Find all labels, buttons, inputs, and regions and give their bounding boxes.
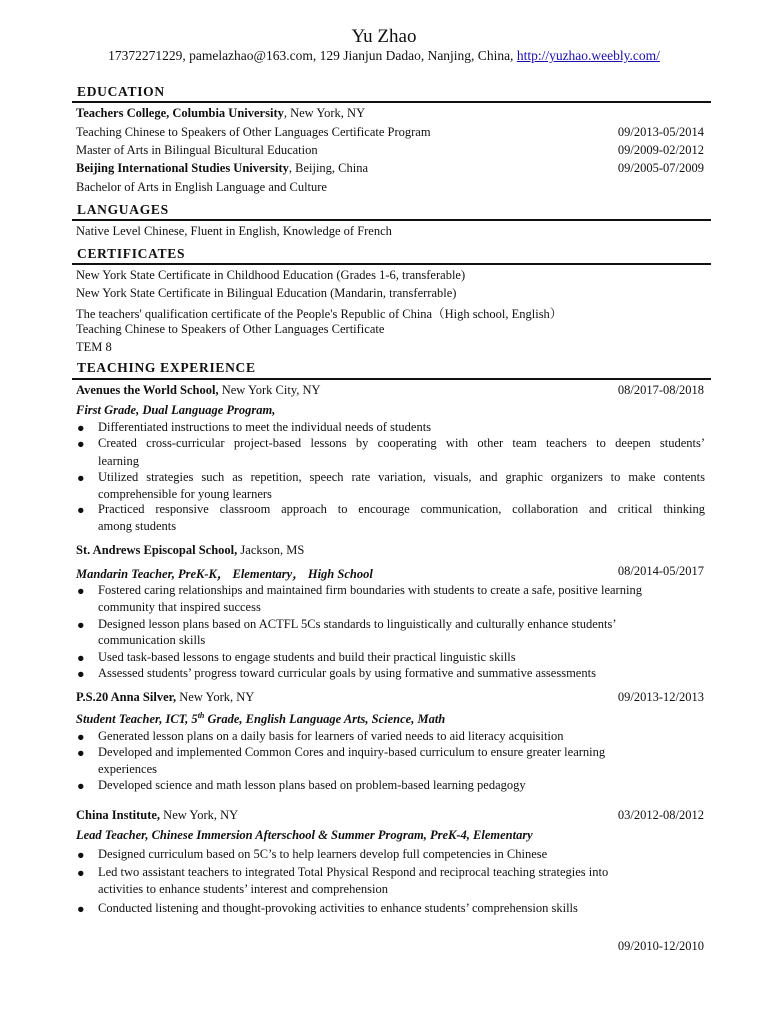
job-role: Lead Teacher, Chinese Immersion Afterschool & Summer Program, PreK-4, Elementary — [76, 828, 533, 842]
section-divider — [72, 101, 711, 103]
role-part: Student Teacher, ICT, 5 — [76, 712, 198, 727]
bullet-icon: ● — [77, 421, 85, 435]
resume-name: Yu Zhao — [351, 26, 417, 47]
job-bullet: Led two assistant teachers to integrated Total Physical Respond and reciprocal teaching strategies into — [98, 865, 609, 879]
contact-line — [0, 48, 768, 64]
education-program-2-date: 09/2009-02/2012 — [617, 143, 704, 157]
job-date: 09/2010-12/2010 — [617, 939, 704, 953]
job-date: 08/2017-08/2018 — [617, 383, 704, 397]
bullet-icon: ● — [77, 651, 85, 665]
education-school-2 — [76, 161, 706, 176]
section-divider — [72, 378, 711, 380]
certificate-item: New York State Certificate in Childhood Education (Grades 1-6, transferable) — [76, 268, 466, 282]
education-school-1 — [76, 106, 706, 121]
job-date: 08/2014-05/2017 — [617, 564, 704, 578]
role-part: Grade, English Language Arts, Science, Math — [204, 712, 446, 727]
bullet-icon: ● — [77, 471, 85, 485]
bullet-icon: ● — [77, 866, 85, 880]
section-divider — [72, 219, 711, 221]
role-superscript: th — [197, 711, 205, 720]
teaching-heading: TEACHING EXPERIENCE — [77, 360, 256, 375]
education-program-1: Teaching Chinese to Speakers of Other Languages Certificate Program — [76, 125, 431, 139]
bullet-icon: ● — [77, 746, 85, 760]
job-bullet: Practiced responsive classroom approach to encourage communication, collaboration and critical thinking — [98, 502, 705, 516]
languages-text: Native Level Chinese, Fluent in English, Knowledge of French — [76, 224, 392, 238]
school-location: , New York, NY — [283, 106, 366, 120]
school-name: Beijing International Studies University — [76, 161, 289, 175]
job-employer — [76, 543, 706, 558]
education-program-3: Bachelor of Arts in English Language and Culture — [76, 180, 327, 194]
school-location: , Beijing, China — [288, 161, 369, 175]
employer-location: Jackson, MS — [237, 543, 305, 557]
job-bullet-continued: learning — [98, 454, 139, 468]
certificates-heading: CERTIFICATES — [77, 246, 186, 261]
employer-name: Avenues the World School, — [76, 383, 219, 397]
job-bullet-continued: community that inspired success — [98, 600, 261, 614]
bullet-icon: ● — [77, 503, 85, 517]
job-role: Mandarin Teacher, PreK-K， Elementary， High School — [76, 567, 373, 581]
job-bullet: Developed science and math lesson plans based on problem-based learning pedagogy — [98, 778, 526, 792]
job-bullet: Utilized strategies such as repetition, speech rate variation, visuals, and graphic organizers to make contents — [98, 470, 705, 484]
bullet-icon: ● — [77, 667, 85, 681]
education-program-2: Master of Arts in Bilingual Bicultural Education — [76, 143, 318, 157]
education-school-2-date: 09/2005-07/2009 — [617, 161, 704, 175]
job-date: 09/2013-12/2013 — [617, 690, 704, 704]
contact-details: 17372271229, pamelazhao@163.com, 129 Jianjun Dadao, Nanjing, China, — [108, 48, 517, 63]
languages-heading: LANGUAGES — [77, 202, 169, 217]
employer-location: New York, NY — [176, 690, 255, 704]
job-bullet: Fostered caring relationships and maintained firm boundaries with students to create a safe, positive learning — [98, 583, 642, 597]
job-date: 03/2012-08/2012 — [617, 808, 704, 822]
job-bullet: Designed curriculum based on 5C’s to help learners develop full competencies in Chinese — [98, 847, 548, 861]
certificate-item: TEM 8 — [76, 340, 112, 354]
bullet-icon: ● — [77, 902, 85, 916]
job-bullet-continued: communication skills — [98, 633, 206, 647]
employer-location: New York City, NY — [218, 383, 321, 397]
job-bullet-continued: experiences — [98, 762, 157, 776]
job-role: First Grade, Dual Language Program, — [76, 403, 276, 417]
job-employer — [76, 808, 706, 823]
job-bullet: Created cross-curricular project-based lessons by cooperating with other team teachers to deepen students’ — [98, 436, 705, 450]
job-bullet: Differentiated instructions to meet the individual needs of students — [98, 420, 432, 434]
bullet-icon: ● — [77, 437, 85, 451]
job-employer — [76, 383, 706, 398]
education-program-1-date: 09/2013-05/2014 — [617, 125, 704, 139]
certificate-item: New York State Certificate in Bilingual Education (Mandarin, transferrable) — [76, 286, 457, 300]
website-link[interactable]: http://yuzhao.weebly.com/ — [516, 48, 660, 63]
certificate-item: Teaching Chinese to Speakers of Other Languages Certificate — [76, 322, 385, 336]
employer-name: St. Andrews Episcopal School, — [76, 543, 238, 557]
education-heading: EDUCATION — [77, 84, 165, 99]
certificate-item: The teachers' qualification certificate of the People's Republic of China（High school, English） — [76, 307, 563, 321]
employer-name: China Institute, — [76, 808, 161, 822]
job-bullet: Developed and implemented Common Cores and inquiry-based curriculum to ensure greater learning — [98, 745, 606, 759]
bullet-icon: ● — [77, 618, 85, 632]
job-bullet-continued: activities to enhance students’ interest and comprehension — [98, 882, 388, 896]
job-bullet: Conducted listening and thought-provoking activities to enhance students’ comprehension skills — [98, 901, 578, 915]
job-role — [76, 711, 706, 727]
bullet-icon: ● — [77, 584, 85, 598]
section-divider — [72, 263, 711, 265]
bullet-icon: ● — [77, 779, 85, 793]
employer-name: P.S.20 Anna Silver, — [76, 690, 177, 704]
school-name: Teachers College, Columbia University — [76, 106, 284, 120]
bullet-icon: ● — [77, 848, 85, 862]
job-employer — [76, 690, 706, 705]
bullet-icon: ● — [77, 730, 85, 744]
job-bullet-continued: comprehensible for young learners — [98, 487, 272, 501]
employer-location: New York, NY — [160, 808, 239, 822]
job-bullet: Assessed students’ progress toward curricular goals by using formative and summative assessments — [98, 666, 596, 680]
job-bullet: Designed lesson plans based on ACTFL 5Cs standards to linguistically and culturally enhance students’ — [98, 617, 617, 631]
job-bullet: Used task-based lessons to engage students and build their practical linguistic skills — [98, 650, 516, 664]
job-bullet: Generated lesson plans on a daily basis for learners of varied needs to aid literacy acquisition — [98, 729, 564, 743]
job-bullet-continued: among students — [98, 519, 177, 533]
